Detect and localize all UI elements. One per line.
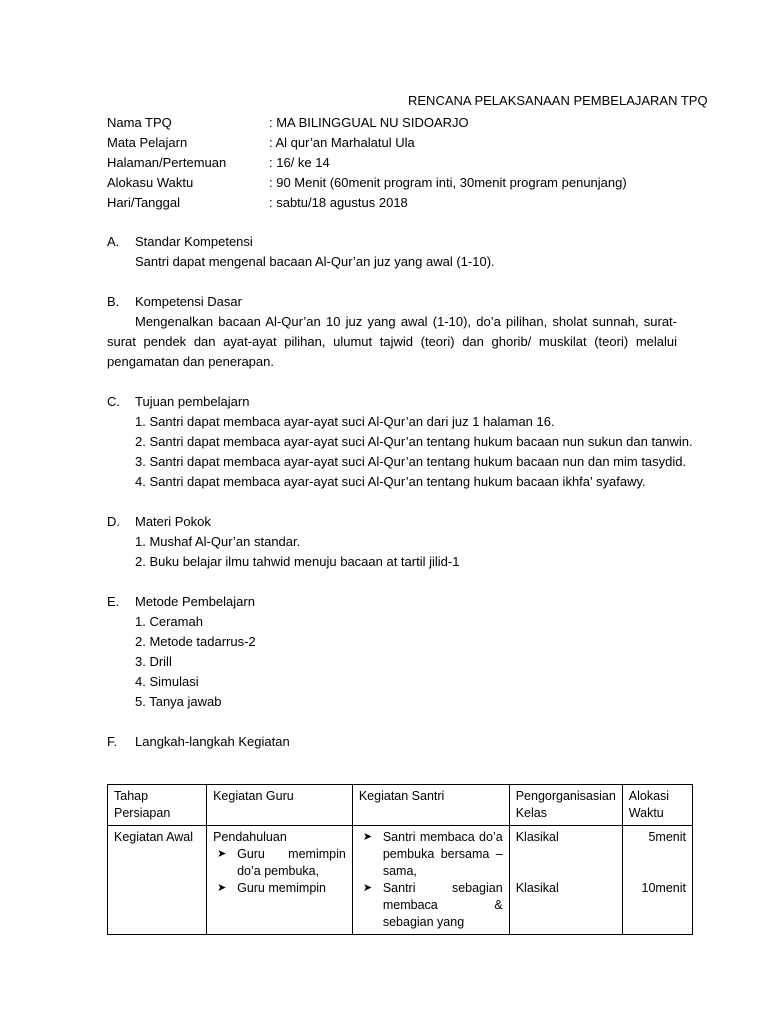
list-item — [213, 846, 346, 880]
info-value: : sabtu/18 agustus 2018 — [269, 195, 408, 210]
list-item: 3. Santri dapat membaca ayar-ayat suci Al-Qur’an tentang hukum bacaan nun dan mim tasydid. — [135, 454, 687, 469]
section-f — [107, 732, 677, 752]
table-cell-santri — [352, 826, 509, 935]
table-header-row — [108, 785, 693, 826]
list-item: 4. Santri dapat membaca ayar-ayat suci Al-Qur’an tentang hukum bacaan ikhfa’ syafawy. — [135, 474, 646, 489]
info-label: Hari/Tanggal — [107, 195, 180, 210]
santri-bullet-list — [359, 829, 503, 931]
arrow-bullet-icon: ➤ — [217, 848, 227, 860]
info-value: : 16/ ke 14 — [269, 155, 330, 170]
table-row — [108, 826, 693, 935]
info-value: : Al qur’an Marhalatul Ula — [269, 135, 415, 150]
table-cell-kelas — [509, 826, 622, 935]
arrow-bullet-icon: ➤ — [362, 882, 373, 894]
list-item: 4. Simulasi — [135, 674, 199, 689]
info-label: Nama TPQ — [107, 115, 172, 130]
guru-intro: Pendahuluan — [213, 830, 287, 844]
table-cell-tahap: Kegiatan Awal — [108, 826, 207, 935]
section-title: Materi Pokok — [135, 514, 211, 529]
section-text: Santri dapat mengenal bacaan Al-Qur’an juz yang awal (1-10). — [135, 254, 495, 269]
section-heading — [107, 592, 677, 612]
section-letter: B. — [107, 294, 120, 309]
section-a — [107, 232, 677, 272]
list-item — [359, 829, 503, 880]
section-heading — [107, 292, 677, 312]
section-heading — [107, 392, 677, 412]
section-letter: D. — [107, 514, 120, 529]
list-item: 1. Mushaf Al-Qur’an standar. — [135, 534, 301, 549]
section-letter: A. — [107, 234, 120, 249]
list-item: 1. Ceramah — [135, 614, 203, 629]
waktu-value: 5menit — [648, 830, 686, 844]
section-letter: E. — [107, 594, 120, 609]
section-title: Kompetensi Dasar — [135, 294, 242, 309]
list-item: 2. Santri dapat membaca ayar-ayat suci Al-Qur’an tentang hukum bacaan nun sukun dan tanwin. — [135, 434, 693, 449]
kegiatan-table — [107, 784, 693, 935]
table-header-cell: Kegiatan Santri — [352, 785, 509, 826]
arrow-bullet-icon: ➤ — [217, 882, 227, 894]
list-item: 1. Santri dapat membaca ayar-ayat suci Al-Qur’an dari juz 1 halaman 16. — [135, 414, 555, 429]
kelas-value: Klasikal — [515, 881, 559, 895]
list-item: 5. Tanya jawab — [135, 694, 222, 709]
guru-bullet-list — [213, 846, 346, 897]
section-c — [107, 392, 693, 492]
section-paragraph: Mengenalkan bacaan Al-Qur’an 10 juz yang awal (1-10), do’a pilihan, sholat sunnah, surat-surat pendek dan ayat-ayat pilihan, ulumut tajwid (teori) dan ghorib/ muskilat (teori) melalui pengamatan dan penerapan. — [107, 314, 677, 369]
document-title: RENCANA PELAKSANAAN PEMBELAJARAN TPQ — [408, 93, 708, 108]
waktu-value: 10menit — [641, 881, 686, 895]
table-header-cell: Alokasi Waktu — [622, 785, 692, 826]
list-item — [359, 880, 503, 931]
list-item — [213, 880, 346, 897]
section-e — [107, 592, 677, 712]
section-title: Tujuan pembelajarn — [135, 394, 250, 409]
table-cell-guru — [207, 826, 353, 935]
table-cell-waktu — [622, 826, 692, 935]
arrow-bullet-icon: ➤ — [362, 831, 373, 843]
section-letter: F. — [107, 734, 118, 749]
bullet-text: Santri membaca do’a pembuka bersama – sama, — [382, 830, 503, 878]
info-label: Alokasu Waktu — [107, 175, 194, 190]
info-label: Mata Pelajarn — [107, 135, 188, 150]
bullet-text: Guru memimpin do’a pembuka, — [237, 847, 346, 878]
table-header-cell: Pengorganisasian Kelas — [509, 785, 622, 826]
list-item: 2. Metode tadarrus-2 — [135, 634, 256, 649]
table-header-cell: Tahap Persiapan — [108, 785, 207, 826]
section-heading — [107, 512, 677, 532]
info-value: : MA BILINGGUAL NU SIDOARJO — [269, 115, 469, 130]
section-b — [107, 292, 677, 372]
table-header-cell: Kegiatan Guru — [207, 785, 353, 826]
section-title: Standar Kompetensi — [135, 234, 253, 249]
section-heading — [107, 732, 677, 752]
info-label: Halaman/Pertemuan — [107, 155, 227, 170]
list-item: 3. Drill — [135, 654, 172, 669]
kelas-value: Klasikal — [515, 830, 559, 844]
bullet-text: Guru memimpin — [237, 881, 327, 895]
section-heading — [107, 232, 677, 252]
list-item: 2. Buku belajar ilmu tahwid menuju bacaan at tartil jilid-1 — [135, 554, 460, 569]
section-letter: C. — [107, 394, 120, 409]
section-title: Metode Pembelajarn — [135, 594, 255, 609]
bullet-text: Santri sebagian membaca & sebagian yang — [382, 881, 503, 929]
section-d — [107, 512, 677, 572]
info-value: : 90 Menit (60menit program inti, 30menit program penunjang) — [269, 175, 627, 190]
section-title: Langkah-langkah Kegiatan — [135, 734, 290, 749]
